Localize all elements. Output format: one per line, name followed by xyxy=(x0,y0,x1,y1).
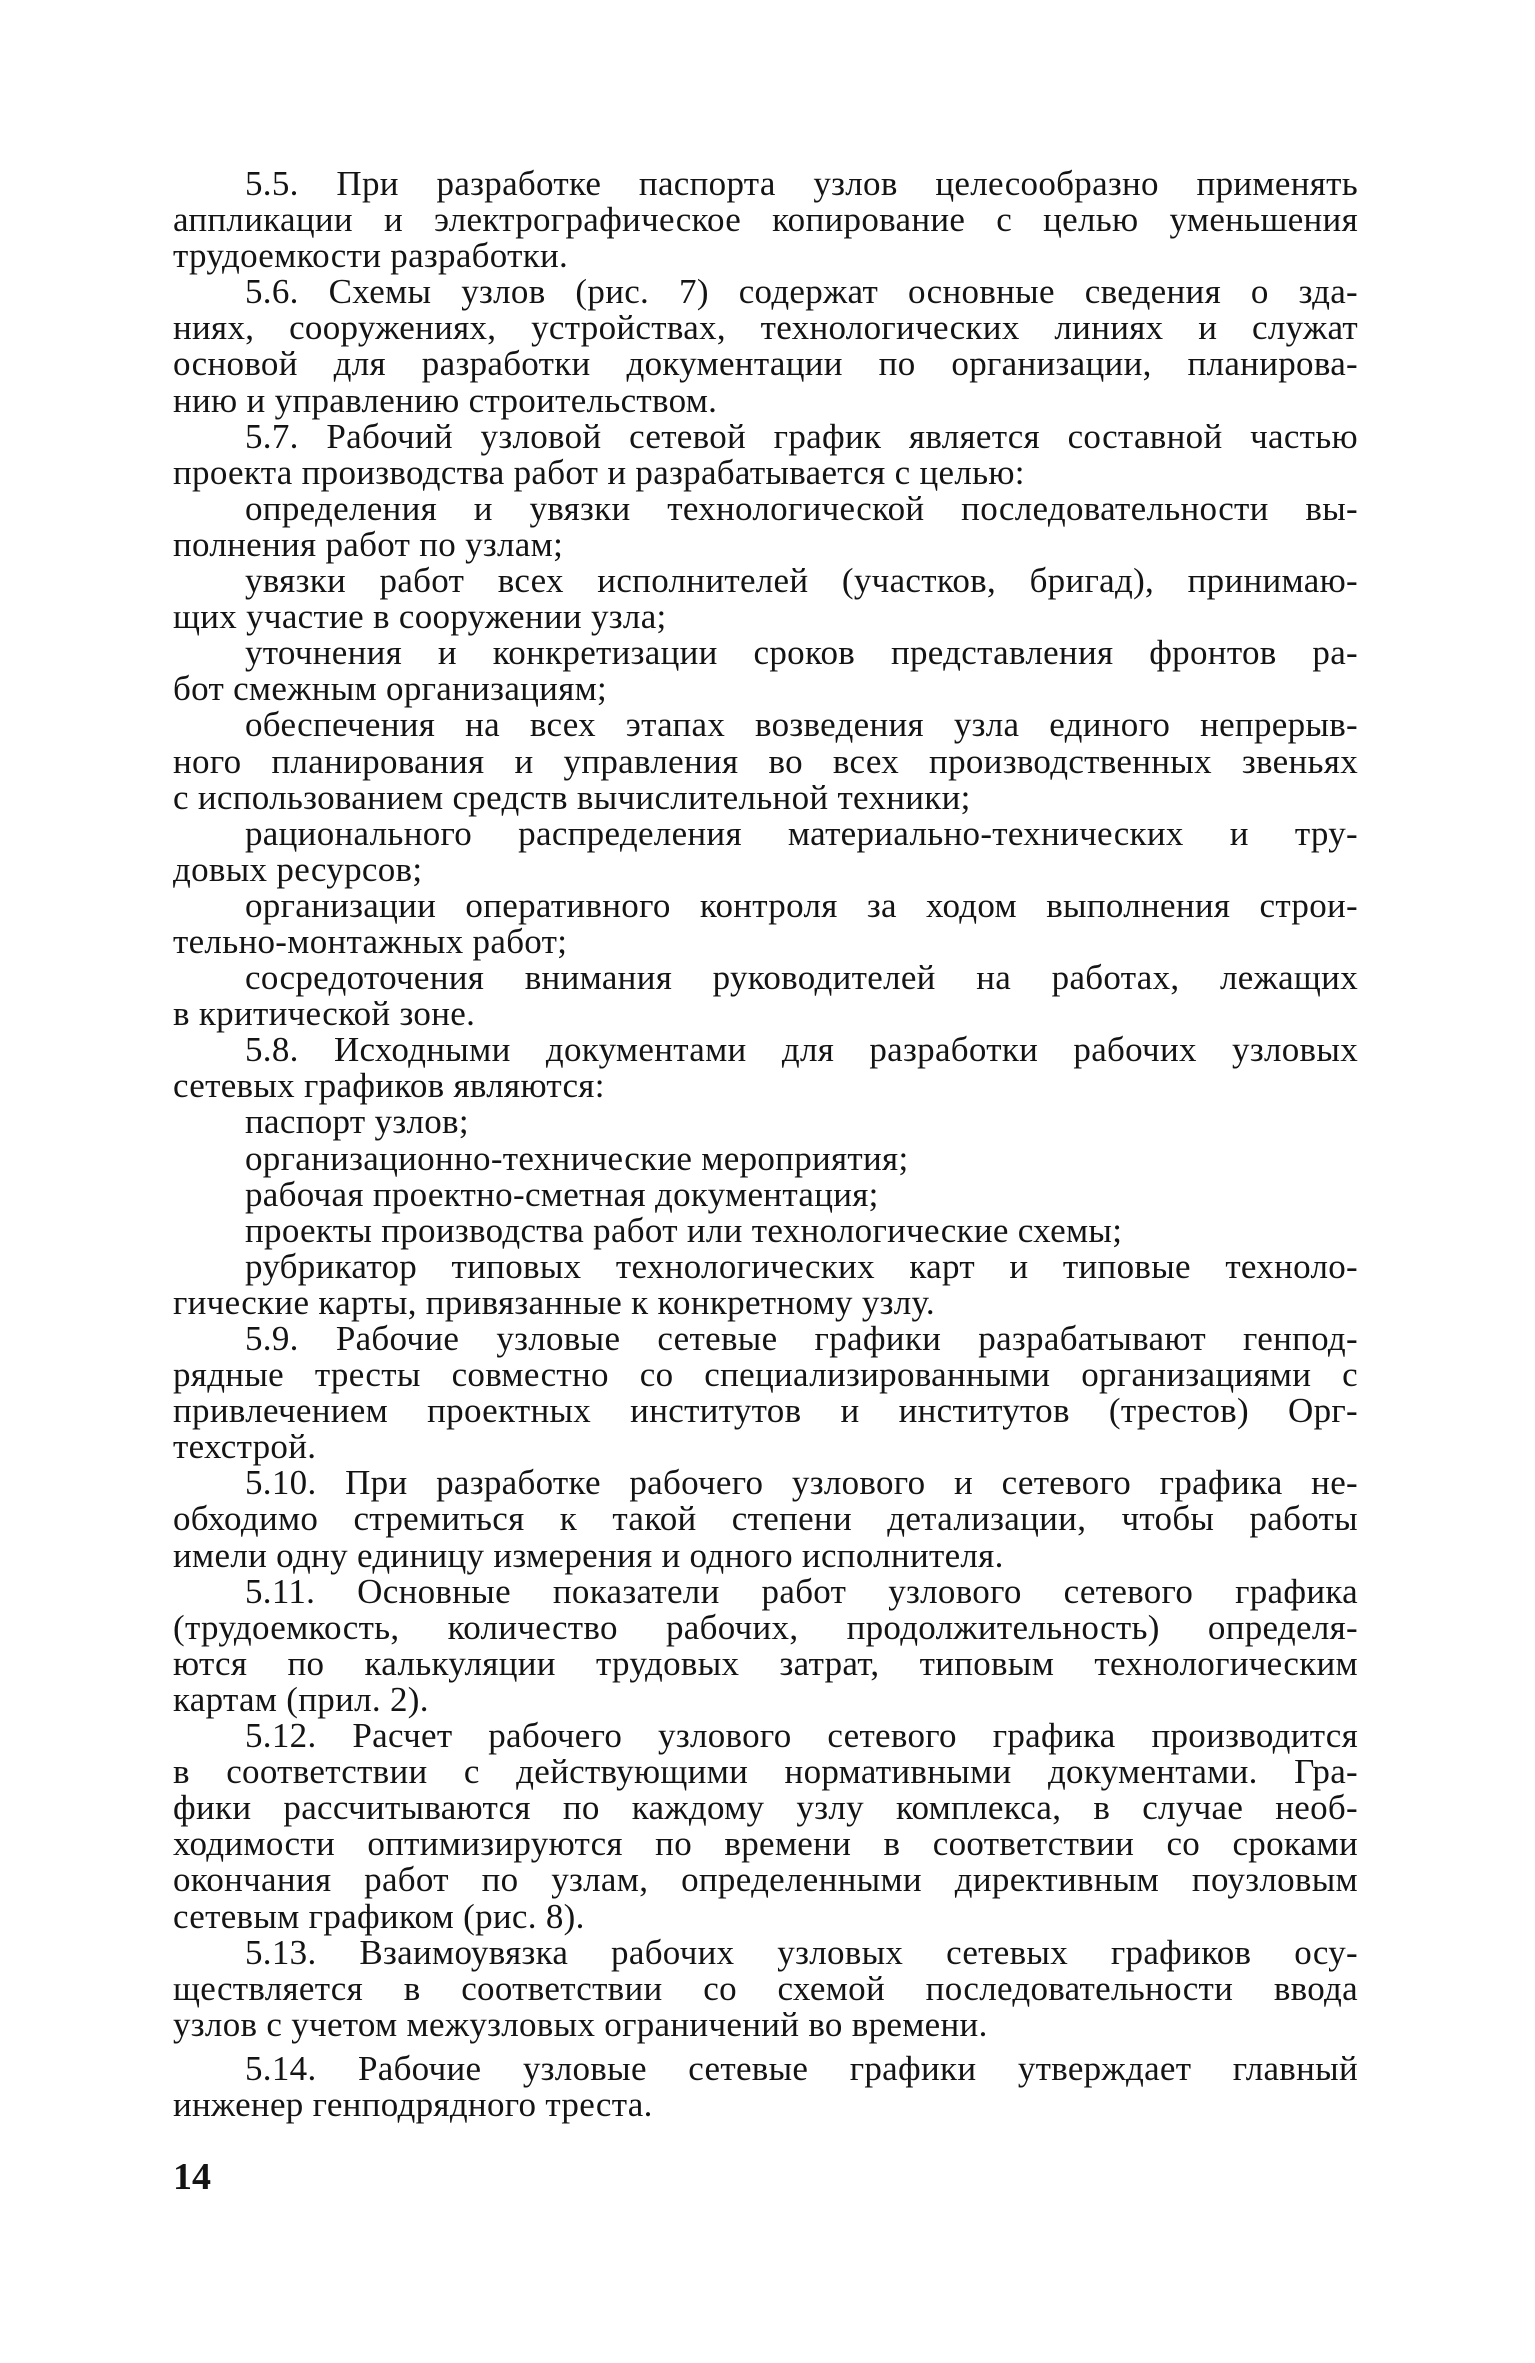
paragraph-5-12 xyxy=(173,1718,1358,1935)
list-item-5-7-g xyxy=(173,960,1358,1032)
text-line: организационно-технические мероприятия; xyxy=(245,1138,909,1178)
text-line: нию и управлению строительством. xyxy=(173,380,718,420)
text-line: ного планирования и управления во всех производственных звеньях xyxy=(173,741,1358,781)
text-line: 5.6. Схемы узлов (рис. 7) содержат основные сведения о зда- xyxy=(245,272,1358,312)
text-line: окончания работ по узлам, определенными директивным поузловым xyxy=(173,1860,1358,1900)
text-line: увязки работ всех исполнителей (участков, бригад), принимаю- xyxy=(245,561,1358,601)
text-line: рационального распределения материально-технических и тру- xyxy=(245,813,1358,853)
text-line: паспорт узлов; xyxy=(245,1102,469,1142)
paragraph-5-5 xyxy=(173,166,1358,274)
paragraph-5-13 xyxy=(173,1932,1358,2044)
text-line: 5.13. Взаимоувязка рабочих узловых сетевых графиков осу- xyxy=(245,1932,1358,1972)
list-item-5-8-b xyxy=(173,1138,1358,1178)
text-line: 5.14. Рабочие узловые сетевые графики утверждает главный xyxy=(245,2048,1358,2088)
text-line: сетевых графиков являются: xyxy=(173,1066,605,1106)
text-line: в соответствии с действующими нормативными документами. Гра- xyxy=(173,1752,1358,1792)
list-item-5-7-f xyxy=(173,885,1358,961)
text-line: ниях, сооружениях, устройствах, технологических линиях и служат xyxy=(173,308,1358,348)
text-line: имели одну единицу измерения и одного исполнителя. xyxy=(173,1535,1004,1575)
text-line: 5.5. При разработке паспорта узлов целесообразно применять xyxy=(245,164,1358,203)
text-line: картам (прил. 2). xyxy=(173,1679,429,1719)
text-line: ществляется в соответствии со схемой последовательности ввода xyxy=(173,1968,1358,2008)
text-line: аппликации и электрографическое копирование с целью уменьшения xyxy=(173,200,1358,240)
text-line: рубрикатор типовых технологических карт и типовые техноло- xyxy=(245,1246,1358,1286)
text-line: с использованием средств вычислительной техники; xyxy=(173,777,971,817)
text-line: обеспечения на всех этапах возведения узла единого непрерыв- xyxy=(245,705,1358,745)
paragraph-5-14 xyxy=(173,2048,1358,2124)
text-line: трудоемкости разработки. xyxy=(173,236,569,276)
document-page xyxy=(173,166,1358,2123)
text-line: щих участие в сооружении узла; xyxy=(173,597,667,637)
text-line: основой для разработки документации по организации, планирова- xyxy=(173,344,1358,384)
paragraph-5-10 xyxy=(173,1465,1358,1573)
text-line: ходимости оптимизируются по времени в соответствии со сроками xyxy=(173,1824,1358,1864)
text-line: бот смежным организациям; xyxy=(173,669,608,709)
text-line: полнения работ по узлам; xyxy=(173,524,564,564)
paragraph-5-11 xyxy=(173,1571,1358,1719)
text-line: узлов с учетом межузловых ограничений во времени. xyxy=(173,2004,988,2044)
text-line: рабочая проектно-сметная документация; xyxy=(245,1174,879,1214)
text-line: (трудоемкость, количество рабочих, продолжительность) определя- xyxy=(173,1607,1358,1647)
list-item-5-7-d xyxy=(173,707,1358,815)
text-line: гические карты, привязанные к конкретному узлу. xyxy=(173,1282,935,1322)
list-item-5-7-a xyxy=(173,488,1358,564)
text-line: сосредоточения внимания руководителей на работах, лежащих xyxy=(245,958,1358,998)
text-line: проекты производства работ или технологические схемы; xyxy=(245,1210,1123,1250)
text-line: фики рассчитываются по каждому узлу комплекса, в случае необ- xyxy=(173,1788,1358,1828)
paragraph-5-9 xyxy=(173,1321,1358,1465)
text-line: 5.9. Рабочие узловые сетевые графики разрабатывают генпод- xyxy=(245,1319,1358,1358)
text-line: 5.12. Расчет рабочего узлового сетевого графика производится xyxy=(245,1716,1358,1756)
list-item-5-7-e xyxy=(173,813,1358,889)
text-line: 5.8. Исходными документами для разработки рабочих узловых xyxy=(245,1030,1358,1070)
text-line: проекта производства работ и разрабатывается с целью: xyxy=(173,452,1025,492)
text-line: привлечением проектных институтов и институтов (трестов) Орг- xyxy=(173,1391,1358,1431)
text-line: техстрой. xyxy=(173,1427,317,1467)
text-line: 5.10. При разработке рабочего узлового и сетевого графика не- xyxy=(245,1463,1358,1503)
list-item-5-8-a xyxy=(173,1104,1358,1140)
text-line: тельно-монтажных работ; xyxy=(173,921,568,961)
text-line: в критической зоне. xyxy=(173,994,476,1034)
list-item-5-7-b xyxy=(173,563,1358,635)
text-line: организации оперативного контроля за ходом выполнения строи- xyxy=(245,885,1358,925)
text-line: довых ресурсов; xyxy=(173,849,423,889)
paragraph-5-8 xyxy=(173,1032,1358,1104)
text-line: 5.11. Основные показатели работ узлового сетевого графика xyxy=(245,1571,1358,1611)
text-line: 5.7. Рабочий узловой сетевой график является составной частью xyxy=(245,416,1358,456)
text-line: инженер генподрядного треста. xyxy=(173,2084,653,2124)
text-line: уточнения и конкретизации сроков представления фронтов ра- xyxy=(245,633,1358,673)
text-line: рядные тресты совместно со специализированными организациями с xyxy=(173,1355,1358,1395)
text-line: сетевым графиком (рис. 8). xyxy=(173,1896,585,1936)
paragraph-5-6 xyxy=(173,274,1358,418)
list-item-5-8-c xyxy=(173,1174,1358,1214)
list-item-5-8-e xyxy=(173,1246,1358,1322)
text-line: определения и увязки технологической последовательности вы- xyxy=(245,488,1358,528)
text-line: обходимо стремиться к такой степени детализации, чтобы работы xyxy=(173,1499,1358,1539)
paragraph-5-7 xyxy=(173,416,1358,492)
list-item-5-8-d xyxy=(173,1210,1358,1250)
list-item-5-7-c xyxy=(173,635,1358,707)
page-number: 14 xyxy=(173,2156,211,2198)
text-line: ются по калькуляции трудовых затрат, типовым технологическим xyxy=(173,1643,1358,1683)
